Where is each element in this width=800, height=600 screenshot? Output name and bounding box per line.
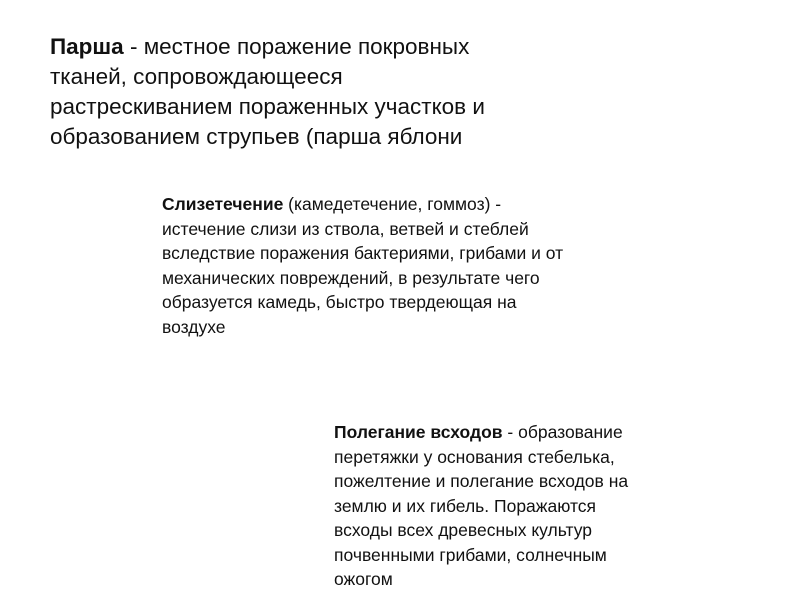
description-scab: - местное поражение покровных тканей, сопровождающееся растрескиванием пораженных участков и образованием струпьев (парша яблони bbox=[50, 34, 485, 149]
definition-damping-off bbox=[334, 420, 794, 592]
term-damping-off: Полегание всходов bbox=[334, 422, 503, 442]
definition-scab bbox=[50, 32, 610, 152]
definition-gummosis bbox=[162, 192, 722, 339]
description-gummosis: (камедетечение, гоммоз) - истечение слизи из ствола, ветвей и стеблей вследствие поражения бактериями, грибами и от механических повреждений, в результате чего образуется камедь, быстро твердеющая на воздухе bbox=[162, 194, 564, 337]
description-damping-off: - образование перетяжки у основания стебелька, пожелтение и полегание всходов на землю и их гибель. Поражаются всходы всех древесных культур почвенными грибами, солнечным ожогом bbox=[334, 422, 629, 589]
term-scab: Парша bbox=[50, 34, 124, 59]
term-gummosis: Слизетечение bbox=[162, 194, 284, 214]
